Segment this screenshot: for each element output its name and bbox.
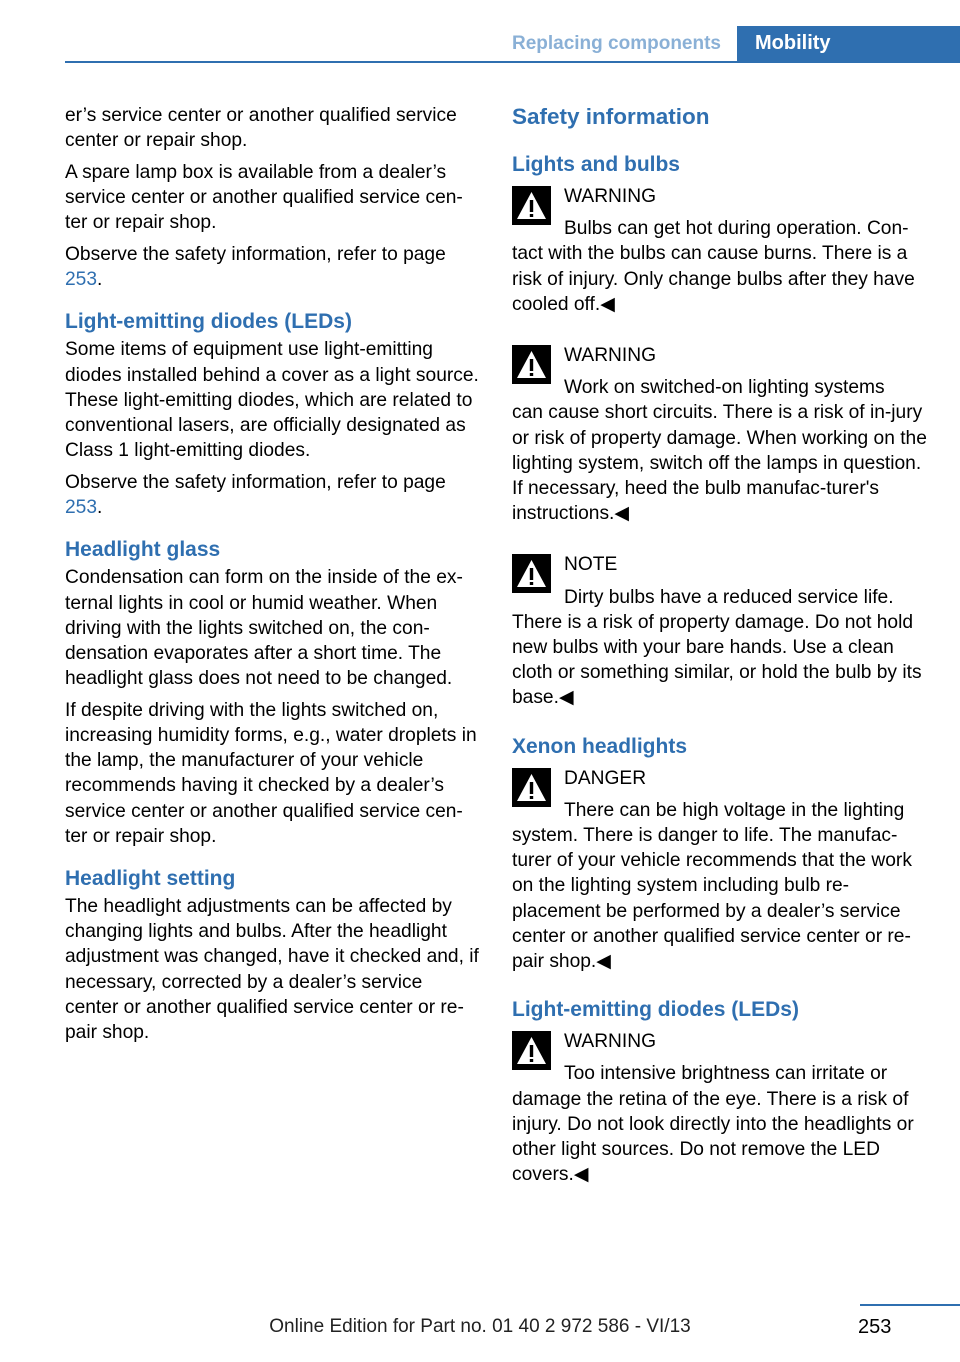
- paragraph: The headlight adjustments can be affected by changing lights and bulbs. After the headlight adjustment was changed, have it checked and, if necessary, corrected by a dealer’s service center or another qualified service center or re‐pair shop.: [65, 896, 479, 1044]
- page-link[interactable]: 253: [65, 497, 98, 519]
- section-heading-leds-safety: Light-emitting diodes (LEDs): [512, 998, 799, 1022]
- paragraph: Some items of equipment use light-emitting diodes installed behind a cover as a light source. These light-emitting diodes, which are related to conventional lasers, are officially designated as Class 1 light-emitting diodes.: [65, 339, 479, 462]
- warning-text: Work on switched-on lighting systems can cause short circuits. There is a risk of in‐jury or risk of property damage. When working on the lighting system, switch off the lamps in question. If necessary, heed the bulb manufac‐turer's instructions.◀: [512, 377, 927, 525]
- right-column: [512, 103, 930, 1210]
- edition-footer: Online Edition for Part no. 01 40 2 972 586 - VI/13: [269, 1316, 691, 1337]
- warning-block: [512, 1025, 930, 1187]
- paragraph: A spare lamp box is available from a dealer’s service center or another qualified service cen‐ter or repair shop.: [65, 161, 463, 234]
- note-title: NOTE: [564, 554, 618, 576]
- warning-text: Bulbs can get hot during operation. Con‐ tact with the bulbs can cause burns. There is a risk of injury. Only change bulbs after they have cooled off.◀: [512, 218, 915, 315]
- warning-block: [512, 339, 930, 526]
- warning-triangle-icon: [512, 768, 551, 807]
- paragraph: Condensation can form on the inside of the ex‐ternal lights in cool or humid weather. When driving with the lights switched on, the con‐densation evaporates after a short time. The headlight glass does not need to be changed.: [65, 567, 463, 690]
- header-section-title: Replacing components: [511, 33, 721, 54]
- warning-triangle-icon: [512, 186, 551, 225]
- page-number: 253: [858, 1316, 892, 1338]
- section-heading-lights-bulbs: Lights and bulbs: [512, 153, 680, 176]
- section-heading-leds: Light-emitting diodes (LEDs): [65, 310, 352, 334]
- warning-title: WARNING: [564, 345, 657, 367]
- header-rule: [65, 61, 960, 63]
- danger-text: There can be high voltage in the lighting system. There is danger to life. The manufac‐turer of your vehicle recommends that the work on the lighting system including bulb re‐placement be performed by a dealer’s service center or another qualified service center or re‐pair shop.◀: [512, 799, 912, 973]
- note-text: Dirty bulbs have a reduced service life. There is a risk of property damage. Do not hold new bulbs with your bare hands. Use a clean cloth or something similar, or hold the bulb by its base.◀: [512, 586, 922, 709]
- warning-triangle-icon: [512, 345, 551, 384]
- footer-rule: [860, 1304, 960, 1306]
- paragraph: Observe the safety information, refer to page 253.: [65, 244, 446, 291]
- warning-block: [512, 180, 930, 317]
- danger-block: [512, 762, 930, 975]
- section-heading-safety: Safety information: [512, 104, 710, 129]
- header-chapter-tab: Mobility: [737, 26, 960, 61]
- warning-text: Too intensive brightness can irritate or damage the retina of the eye. There is a risk of injury. Do not look directly into the headlights or other light sources. Do not remove the LED covers.◀: [512, 1063, 914, 1186]
- section-heading-headlight-setting: Headlight setting: [65, 867, 236, 891]
- paragraph: er’s service center or another qualified service center or repair shop.: [65, 105, 457, 152]
- warning-triangle-icon: [512, 1031, 551, 1070]
- page-link[interactable]: 253: [65, 269, 98, 291]
- danger-title: DANGER: [564, 767, 647, 789]
- warning-title: WARNING: [564, 1031, 657, 1053]
- left-column: [65, 103, 480, 1052]
- section-heading-xenon: Xenon headlights: [512, 734, 688, 758]
- section-heading-headlight-glass: Headlight glass: [65, 538, 221, 562]
- warning-title: WARNING: [564, 186, 657, 207]
- paragraph: Observe the safety information, refer to page 253.: [65, 471, 446, 519]
- warning-triangle-icon: [512, 554, 551, 593]
- paragraph: If despite driving with the lights switched on, increasing humidity forms, e.g., water droplets in the lamp, the manufacturer of your vehicle recommends having it checked by a dealer’s service center or another qualified service cen‐ter or repair shop.: [65, 699, 477, 847]
- note-block: [512, 548, 930, 710]
